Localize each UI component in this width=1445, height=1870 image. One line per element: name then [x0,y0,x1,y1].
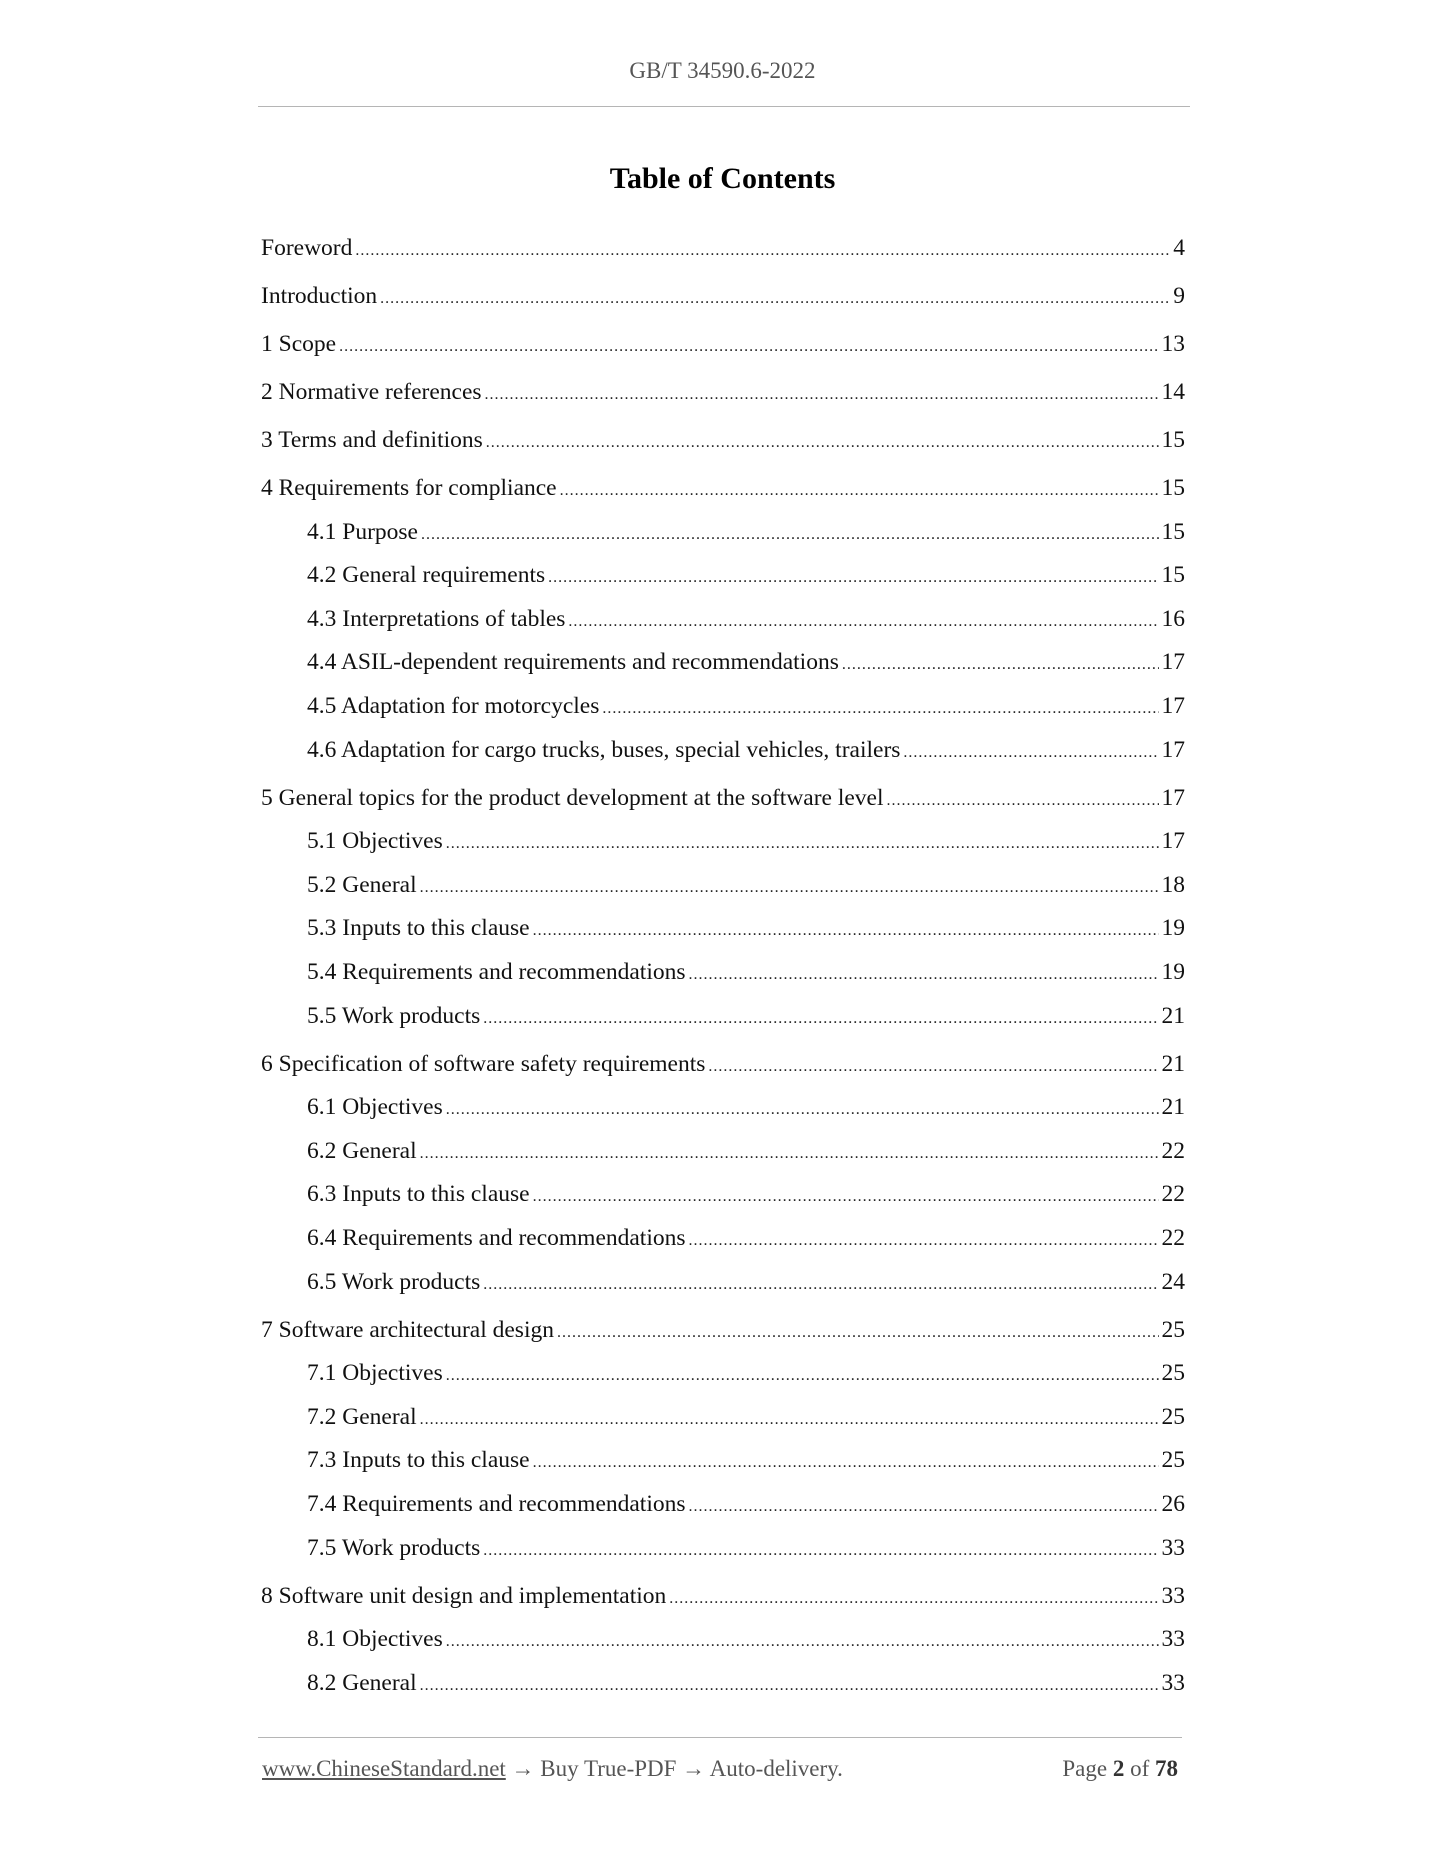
toc-entry[interactable] [307,1533,1185,1563]
toc-leader-dots [420,873,1159,903]
toc-entry-label: 1 Scope [261,331,337,357]
toc-entry-label: 2 Normative references [261,379,482,405]
page-current: 2 [1112,1756,1125,1781]
toc-entry-page: 22 [1161,1138,1185,1164]
toc-entry-page: 17 [1161,649,1185,675]
footer-promo-text: → Buy True-PDF → Auto-delivery. [505,1756,843,1781]
toc-entry[interactable] [307,735,1185,765]
page-footer [262,1756,1182,1788]
toc-entry-page: 13 [1161,331,1185,357]
toc-entry-label: 4.3 Interpretations of tables [307,606,566,632]
page-prefix: Page [1062,1756,1113,1781]
toc-entry[interactable] [307,517,1185,547]
toc-entry-page: 19 [1161,915,1185,941]
toc-entry-label: 3 Terms and definitions [261,427,483,453]
page-header: GB/T 34590.6-2022 [629,58,816,83]
toc-leader-dots [380,284,1170,314]
toc-entry-page: 22 [1161,1225,1185,1251]
toc-entry[interactable] [307,1624,1185,1654]
toc-leader-dots [568,607,1158,637]
toc-entry[interactable] [261,1315,1185,1345]
toc-leader-dots [689,1226,1159,1256]
toc-entry-page: 19 [1161,959,1185,985]
toc-entry-page: 33 [1161,1670,1185,1696]
toc-entry[interactable] [261,1581,1185,1611]
toc-entry-page: 9 [1173,283,1185,309]
toc-entry-label: 6.4 Requirements and recommendations [307,1225,686,1251]
toc-entry[interactable] [307,1668,1185,1698]
toc-entry-page: 33 [1161,1583,1185,1609]
toc-entry-page: 24 [1161,1269,1185,1295]
toc-leader-dots [903,738,1158,768]
toc-leader-dots [420,1139,1159,1169]
toc-entry-page: 14 [1161,379,1185,405]
toc-entry-page: 25 [1161,1360,1185,1386]
toc-entry-page: 33 [1161,1535,1185,1561]
toc-entry[interactable] [307,957,1185,987]
website-link[interactable]: www.ChineseStandard.net [262,1756,506,1781]
toc-entry-page: 15 [1161,475,1185,501]
toc-leader-dots [533,916,1159,946]
toc-entry[interactable] [261,329,1185,359]
toc-entry[interactable] [307,913,1185,943]
toc-entry-label: 5.3 Inputs to this clause [307,915,530,941]
toc-entry[interactable] [261,233,1185,263]
toc-entry-label: 7.5 Work products [307,1535,481,1561]
toc-leader-dots [483,1004,1158,1034]
toc-leader-dots [533,1448,1159,1478]
toc-leader-dots [708,1052,1158,1082]
footer-divider [258,1737,1182,1738]
toc-entry-label: 4.1 Purpose [307,519,418,545]
toc-entry-page: 33 [1161,1626,1185,1652]
toc-entry-page: 15 [1161,519,1185,545]
toc-entry-label: Foreword [261,235,353,261]
toc-leader-dots [548,563,1158,593]
toc-entry-page: 18 [1161,872,1185,898]
toc-entry[interactable] [307,1489,1185,1519]
toc-entry-page: 21 [1161,1003,1185,1029]
toc-leader-dots [355,236,1170,266]
toc-entry[interactable] [307,560,1185,590]
toc-entry[interactable] [307,1179,1185,1209]
toc-entry-page: 17 [1161,828,1185,854]
toc-entry-page: 22 [1161,1181,1185,1207]
toc-entry-page: 17 [1161,693,1185,719]
toc-entry[interactable] [261,473,1185,503]
toc-entry-label: 8.2 General [307,1670,417,1696]
toc-entry-page: 15 [1161,562,1185,588]
toc-entry-label: 5.1 Objectives [307,828,443,854]
toc-leader-dots [483,1270,1158,1300]
toc-entry[interactable] [261,1049,1185,1079]
toc-entry-page: 26 [1161,1491,1185,1517]
toc-title: Table of Contents [609,162,836,195]
toc-entry-label: 8.1 Objectives [307,1626,443,1652]
toc-entry[interactable] [307,604,1185,634]
toc-entry-label: 6 Specification of software safety requirements [261,1051,706,1077]
toc-leader-dots [446,1095,1159,1125]
toc-leader-dots [446,1361,1159,1391]
toc-leader-dots [486,428,1159,458]
toc-entry-label: Introduction [261,283,378,309]
toc-leader-dots [483,1536,1158,1566]
toc-entry[interactable] [307,1267,1185,1297]
toc-leader-dots [446,829,1159,859]
toc-leader-dots [887,786,1159,816]
toc-entry-label: 5.5 Work products [307,1003,481,1029]
toc-entry-label: 4.5 Adaptation for motorcycles [307,693,600,719]
toc-leader-dots [560,476,1159,506]
toc-entry-page: 25 [1161,1317,1185,1343]
toc-entry-page: 15 [1161,427,1185,453]
toc-entry[interactable] [261,783,1185,813]
toc-entry-page: 21 [1161,1094,1185,1120]
toc-entry[interactable] [261,377,1185,407]
toc-entry-label: 4.4 ASIL-dependent requirements and recommendations [307,649,839,675]
toc-entry-label: 7.4 Requirements and recommendations [307,1491,686,1517]
toc-entry[interactable] [307,1358,1185,1388]
toc-entry-page: 25 [1161,1447,1185,1473]
toc-entry-label: 4.6 Adaptation for cargo trucks, buses, special vehicles, trailers [307,737,901,763]
toc-entry-page: 25 [1161,1404,1185,1430]
toc-entry[interactable] [307,826,1185,856]
toc-entry-label: 6.5 Work products [307,1269,481,1295]
page-number [1062,1756,1178,1782]
toc-leader-dots [842,650,1159,680]
toc-entry[interactable] [307,1001,1185,1031]
toc-entry-label: 5.2 General [307,872,417,898]
toc-leader-dots [420,1405,1159,1435]
toc-entry[interactable] [261,281,1185,311]
toc-entry-page: 16 [1161,606,1185,632]
toc-entry-label: 5.4 Requirements and recommendations [307,959,686,985]
toc-entry[interactable] [261,425,1185,455]
toc-leader-dots [485,380,1159,410]
toc-entry[interactable] [307,1223,1185,1253]
toc-entry-label: 8 Software unit design and implementation [261,1583,667,1609]
toc-entry-page: 17 [1161,737,1185,763]
toc-entry[interactable] [307,1092,1185,1122]
toc-entry-page: 21 [1161,1051,1185,1077]
toc-entry-label: 7.1 Objectives [307,1360,443,1386]
toc-entry-label: 7 Software architectural design [261,1317,554,1343]
toc-entry[interactable] [307,647,1185,677]
toc-entry-label: 7.2 General [307,1404,417,1430]
toc-entry-label: 6.1 Objectives [307,1094,443,1120]
page-total: 78 [1155,1756,1178,1781]
toc-leader-dots [339,332,1158,362]
toc-entry-label: 4.2 General requirements [307,562,546,588]
toc-entry[interactable] [307,1136,1185,1166]
toc-entry-page: 17 [1161,785,1185,811]
toc-entry[interactable] [307,1445,1185,1475]
toc-leader-dots [557,1318,1159,1348]
toc-entry-label: 5 General topics for the product development at the software level [261,785,884,811]
toc-leader-dots [689,1492,1159,1522]
toc-leader-dots [533,1182,1159,1212]
toc-entry[interactable] [307,870,1185,900]
toc-leader-dots [446,1627,1159,1657]
toc-entry[interactable] [307,691,1185,721]
toc-entry-label: 6.3 Inputs to this clause [307,1181,530,1207]
footer-left [262,1756,843,1782]
toc-leader-dots [689,960,1159,990]
toc-entry-page: 4 [1173,235,1185,261]
page-of: of [1124,1756,1155,1781]
toc-leader-dots [420,1671,1159,1701]
toc-entry-label: 6.2 General [307,1138,417,1164]
toc-leader-dots [421,520,1159,550]
toc-entry[interactable] [307,1402,1185,1432]
toc-entry-label: 4 Requirements for compliance [261,475,557,501]
toc-leader-dots [669,1584,1158,1614]
toc-leader-dots [602,694,1158,724]
toc-entry-label: 7.3 Inputs to this clause [307,1447,530,1473]
